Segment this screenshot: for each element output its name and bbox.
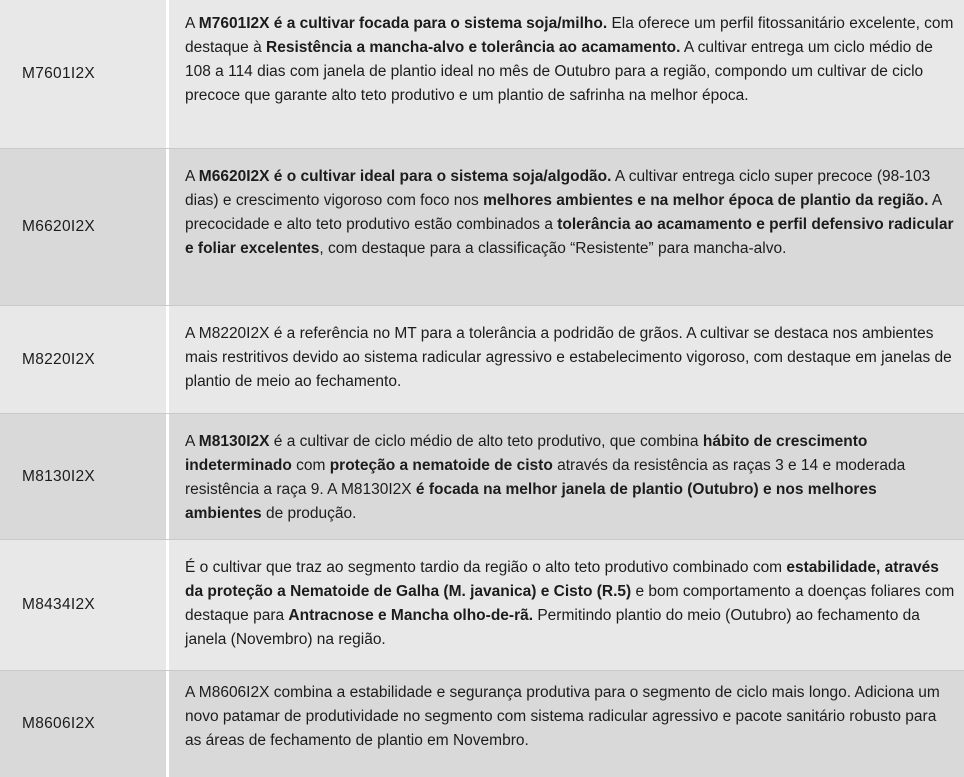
description-text: A xyxy=(185,433,199,450)
description-bold-text: melhores ambientes e na melhor época de plantio da região. xyxy=(483,192,929,209)
cultivar-name: M8606I2X xyxy=(0,671,169,777)
description-bold-text: M7601I2X é a cultivar focada para o sistema soja/milho. xyxy=(198,15,608,32)
description-text: e bom comportamento a doenças foliares com destaque para xyxy=(185,583,955,624)
description-text: Permitindo plantio do meio (Outubro) ao fechamento da janela (Novembro) na região. xyxy=(185,607,920,648)
cultivar-description xyxy=(169,414,964,539)
description-bold-text: M6620I2X é o cultivar ideal para o sistema soja/algodão. xyxy=(198,168,612,185)
cultivar-name: M8434I2X xyxy=(0,540,169,670)
description-text: É o cultivar que traz ao segmento tardio da região o alto teto produtivo combinado com xyxy=(185,559,787,576)
table-row xyxy=(0,540,964,671)
description-bold-text: M8130I2X xyxy=(198,433,270,450)
description-bold-text: estabilidade, através da proteção a Nematoide de Galha (M. javanica) e Cisto (R.5) xyxy=(185,559,939,600)
cultivar-name: M8130I2X xyxy=(0,414,169,539)
table-row xyxy=(0,671,964,777)
description-text: A precocidade e alto teto produtivo estão combinados a xyxy=(185,192,942,233)
description-text: de produção. xyxy=(261,505,357,522)
table-row xyxy=(0,414,964,540)
description-text: A cultivar entrega ciclo super precoce (98-103 dias) e crescimento vigoroso com foco nos xyxy=(185,168,931,209)
description-text: A xyxy=(185,168,199,185)
description-bold-text: proteção a nematoide de cisto xyxy=(329,457,553,474)
cultivar-name: M8220I2X xyxy=(0,306,169,413)
table-row xyxy=(0,149,964,306)
description-text: através da resistência as raças 3 e 14 e moderada resistência a raça 9. A M8130I2X xyxy=(185,457,906,498)
description-text: , com destaque para a classificação “Resistente” para mancha-alvo. xyxy=(319,240,787,257)
description-bold-text: hábito de crescimento indeterminado xyxy=(185,433,868,474)
description-text: Ela oferece um perfil fitossanitário excelente, com destaque à xyxy=(185,15,954,56)
cultivar-description xyxy=(169,306,964,413)
description-text: A xyxy=(185,15,199,32)
description-text: A M8220I2X é a referência no MT para a tolerância a podridão de grãos. A cultivar se destaca nos ambientes mais restritivos devido ao sistema radicular agressivo e estabelecimento vigoroso, com destaque em janelas de plantio de meio ao fechamento. xyxy=(185,325,952,390)
cultivar-description xyxy=(169,540,964,670)
table-row xyxy=(0,306,964,414)
description-bold-text: Antracnose e Mancha olho-de-rã. xyxy=(288,607,534,624)
cultivar-description xyxy=(169,0,964,148)
description-text: A M8606I2X combina a estabilidade e segurança produtiva para o segmento de ciclo mais longo. Adiciona um novo patamar de produtividade no segmento com sistema radicular agressivo e pacote sanitário robusto para as áreas de fechamento de plantio em Novembro. xyxy=(185,684,940,749)
description-text: com xyxy=(291,457,330,474)
table-row xyxy=(0,0,964,149)
cultivar-name: M6620I2X xyxy=(0,149,169,305)
cultivar-name: M7601I2X xyxy=(0,0,169,148)
description-bold-text: é focada na melhor janela de plantio (Outubro) e nos melhores ambientes xyxy=(185,481,877,522)
description-bold-text: Resistência a mancha-alvo e tolerância ao acamamento. xyxy=(266,39,681,56)
description-text: é a cultivar de ciclo médio de alto teto produtivo, que combina xyxy=(269,433,703,450)
description-text: A cultivar entrega um ciclo médio de 108 a 114 dias com janela de plantio ideal no mês de Outubro para a região, compondo um cultivar de ciclo precoce que garante alto teto produtivo e um plantio de safrinha na melhor época. xyxy=(185,39,933,104)
cultivar-description xyxy=(169,149,964,305)
description-bold-text: tolerância ao acamamento e perfil defensivo radicular e foliar excelentes xyxy=(185,216,954,257)
cultivar-description xyxy=(169,671,964,777)
